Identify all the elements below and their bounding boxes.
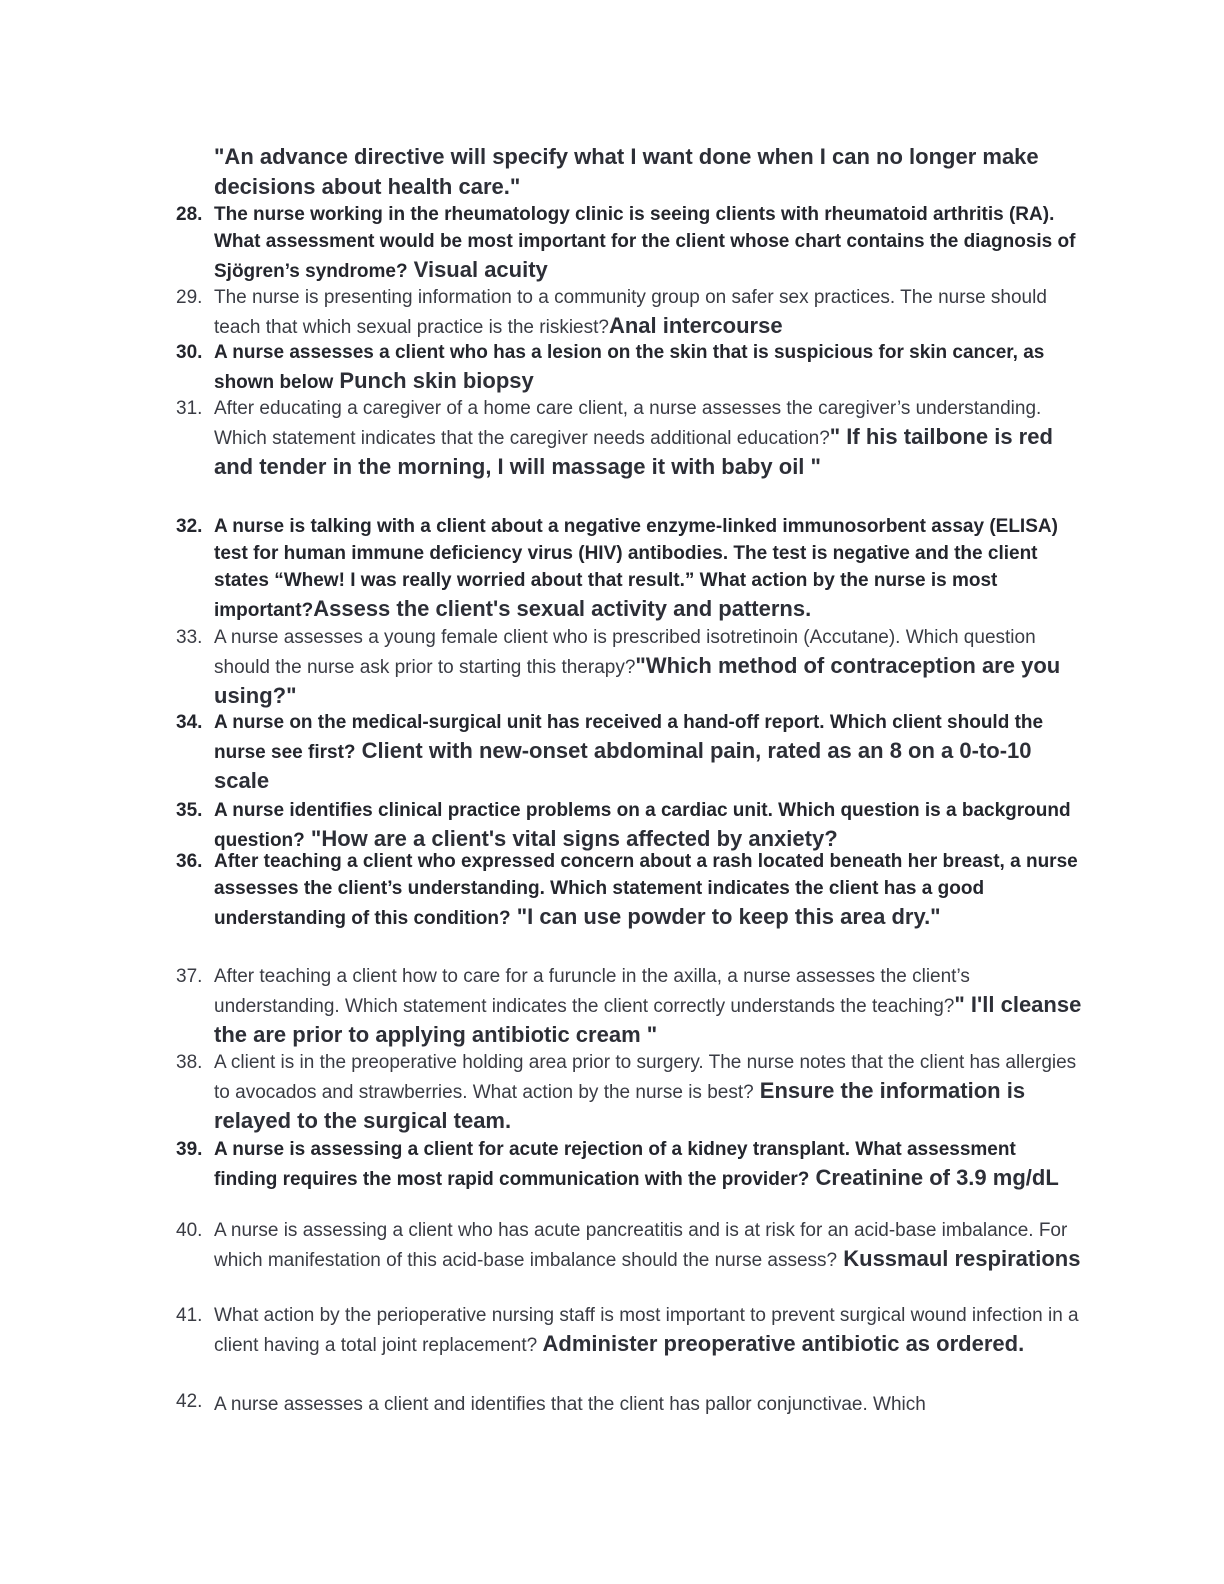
answer-text: Kussmaul respirations [837, 1246, 1081, 1271]
list-item [176, 1136, 1086, 1193]
question-text: A nurse is talking with a client about a negative enzyme-linked immunosorbent assay (ELISA) test for human immune deficiency virus (HIV) antibodies. The test is negative and the client states “Whew! I was really worried about that result.” What action by the nurse is most important? [214, 516, 1058, 621]
list-item [176, 848, 1086, 932]
item-number: 39. [176, 1139, 203, 1160]
list-item [176, 201, 1086, 285]
answer-text: " If his tailbone is red and tender in the morning, I will massage it with baby oil " [214, 424, 1053, 479]
question-text: A nurse assesses a young female client who is prescribed isotretinoin (Accutane). Which question should the nurse ask prior to starting this therapy? [214, 627, 1036, 678]
item-number: 29. [176, 287, 203, 308]
continuation-answer [214, 142, 1084, 202]
item-number: 37. [176, 966, 203, 987]
item-number: 32. [176, 516, 203, 537]
item-number: 28. [176, 204, 203, 225]
item-number: 34. [176, 712, 203, 733]
question-text: A nurse is assessing a client for acute rejection of a kidney transplant. What assessment finding requires the most rapid communication with the provider? [214, 1139, 1016, 1190]
question-text: After teaching a client how to care for a furuncle in the axilla, a nurse assesses the client’s understanding. Which statement indicates the client correctly understands the teaching? [214, 966, 970, 1017]
question-text: A nurse assesses a client and identifies that the client has pallor conjunctivae. Which [214, 1394, 926, 1415]
item-number: 40. [176, 1220, 203, 1241]
answer-text: " I'll cleanse the are prior to applying antibiotic cream " [214, 992, 1082, 1047]
list-item [176, 513, 1086, 624]
question-text: A nurse is assessing a client who has acute pancreatitis and is at risk for an acid-base imbalance. For which manifestation of this acid-base imbalance should the nurse assess? [214, 1220, 1068, 1271]
answer-text: "Which method of contraception are you using?" [214, 653, 1061, 708]
item-number: 42. [176, 1391, 203, 1412]
answer-text: "I can use powder to keep this area dry." [510, 904, 941, 929]
item-number: 35. [176, 800, 203, 821]
question-text: A nurse identifies clinical practice problems on a cardiac unit. Which question is a background question? [214, 800, 1071, 851]
answer-text: Client with new-onset abdominal pain, rated as an 8 on a 0-to-10 scale [214, 738, 1032, 793]
question-text: A client is in the preoperative holding area prior to surgery. The nurse notes that the client has allergies to avocados and strawberries. What action by the nurse is best? [214, 1052, 1077, 1103]
item-number: 31. [176, 398, 203, 419]
item-number: 36. [176, 851, 203, 872]
answer-text: Anal intercourse [608, 313, 783, 338]
question-text: After teaching a client who expressed concern about a rash located beneath her breast, a nurse assesses the client’s understanding. Which statement indicates the client has a good understanding of this condition? [214, 851, 1078, 929]
list-item [176, 624, 1086, 711]
answer-text: Administer preoperative antibiotic as ordered. [537, 1331, 1025, 1356]
answer-text: Creatinine of 3.9 mg/dL [809, 1165, 1059, 1190]
item-number: 38. [176, 1052, 203, 1073]
question-text: After educating a caregiver of a home care client, a nurse assesses the caregiver’s understanding. Which statement indicates that the caregiver needs additional education? [214, 398, 1042, 449]
answer-text: Punch skin biopsy [333, 368, 534, 393]
question-text: A nurse on the medical-surgical unit has received a hand-off report. Which client should the nurse see first? [214, 712, 1044, 763]
answer-text: "An advance directive will specify what I want done when I can no longer make decisions about health care." [214, 144, 1039, 199]
item-number: 30. [176, 342, 203, 363]
question-text: The nurse working in the rheumatology clinic is seeing clients with rheumatoid arthritis (RA). What assessment would be most important for the client whose chart contains the diagnosis of Sjögren’s syndrome? [214, 204, 1076, 282]
answer-text: "How are a client's vital signs affected by anxiety? [304, 826, 838, 851]
question-text: What action by the perioperative nursing staff is most important to prevent surgical wound infection in a client having a total joint replacement? [214, 1305, 1079, 1356]
list-item [176, 709, 1086, 796]
answer-text: Ensure the information is relayed to the surgical team. [214, 1078, 1026, 1133]
question-text: The nurse is presenting information to a community group on safer sex practices. The nurse should teach that which sexual practice is the riskiest? [214, 287, 1047, 338]
list-item [176, 1302, 1086, 1359]
list-item [176, 284, 1086, 341]
list-item [176, 1217, 1086, 1274]
list-item [176, 1388, 1086, 1418]
list-item [176, 963, 1086, 1050]
item-number: 41. [176, 1305, 203, 1326]
question-text: A nurse assesses a client who has a lesion on the skin that is suspicious for skin cancer, as shown below [214, 342, 1045, 393]
item-number: 33. [176, 627, 203, 648]
list-item [176, 339, 1086, 396]
list-item [176, 1049, 1086, 1136]
list-item [176, 797, 1086, 854]
answer-text: Assess the client's sexual activity and patterns. [313, 596, 812, 621]
list-item [176, 395, 1086, 482]
answer-text: Visual acuity [407, 257, 548, 282]
